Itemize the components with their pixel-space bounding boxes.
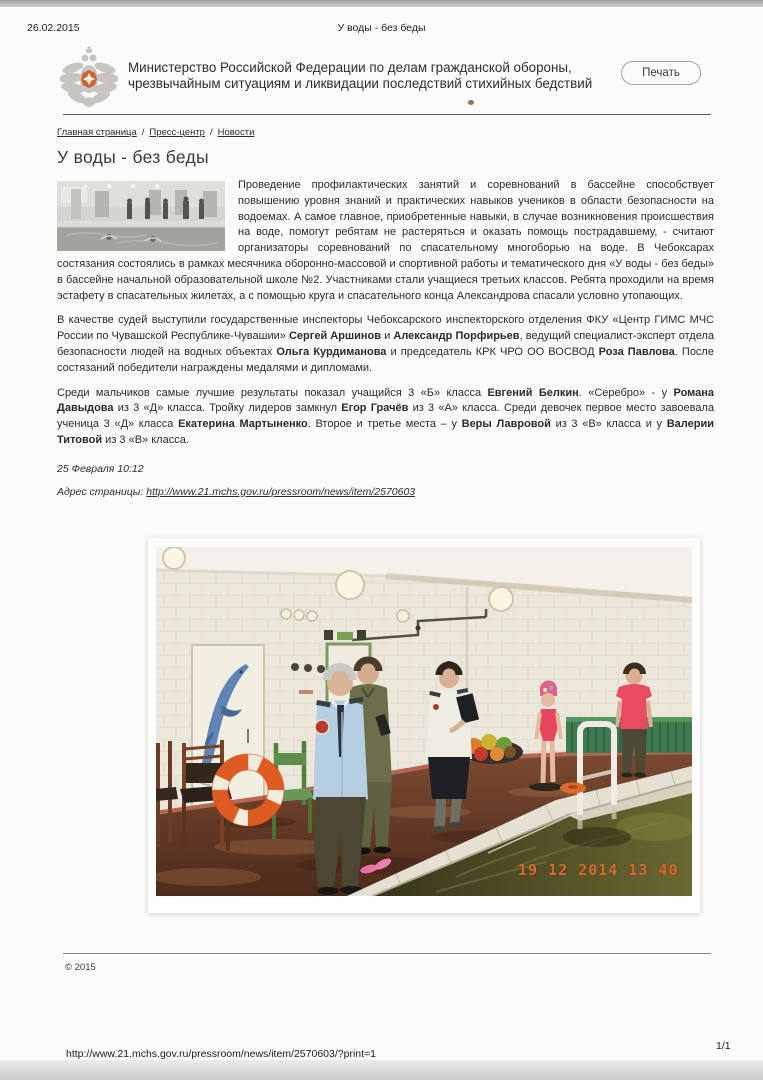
article-photo xyxy=(148,538,700,913)
print-header-date: 26.02.2015 xyxy=(27,22,80,34)
article-title: У воды - без беды xyxy=(57,147,209,167)
article-paragraph-2: В качестве судей выступили государственные инспекторы Чебоксарского инспекторского отделения ФКУ «Центр ГИМС МЧС России по Чувашской Республике-Чувашии» Сергей Аршинов и Александр Порфирьев, ведущий специалист-эксперт отдела безопасности людей на водных объектах Ольга Курдиманова и председатель КРК ЧРО ОО ВОСВОД Роза Павлова. После состязаний победители награждены медалями и дипломами. xyxy=(57,314,714,374)
pool-scene-illustration xyxy=(156,547,692,896)
article-paragraph-3: Среди мальчиков самые лучшие результаты показал учащийся 3 «Б» класса Евгений Белкин. «Серебро» - у Романа Давыдова из 3 «Д» класса. Тройку лидеров замкнул Егор Грачёв из 3 «А» класса. Среди девочек первое место завоевала ученица 3 «Д» класса Екатерина Мартыненко. Второе и третье места – у Веры Лавровой из 3 «В» класса и у Валерии Титовой из 3 «В» класса. xyxy=(57,386,715,446)
ministry-name: Министерство Российской Федерации по делам гражданской обороны, чрезвычайным ситуациям и ликвидации последствий стихийных бедствий xyxy=(128,60,593,91)
page-address-link[interactable]: http://www.21.mchs.gov.ru/pressroom/news/item/2570603 xyxy=(146,485,416,498)
breadcrumb-separator: / xyxy=(141,127,145,138)
article-content xyxy=(57,127,714,498)
print-footer-url: http://www.21.mchs.gov.ru/pressroom/news/item/2570603/?print=1 xyxy=(66,1048,377,1060)
scanner-edge-bottom xyxy=(0,1060,763,1080)
breadcrumb-home-link[interactable]: Главная страница xyxy=(57,127,137,138)
pool-thumbnail-illustration xyxy=(57,181,225,251)
page-address-line xyxy=(57,486,714,498)
scanner-edge-top xyxy=(0,0,763,7)
print-header-title: У воды - без беды xyxy=(337,22,426,34)
copyright: © 2015 xyxy=(65,962,96,973)
scan-speck xyxy=(468,100,474,105)
header-divider xyxy=(63,114,711,115)
article-thumbnail xyxy=(57,181,225,251)
breadcrumb-separator: / xyxy=(209,127,213,138)
page-address-label: Адрес страницы: xyxy=(57,485,144,498)
breadcrumb xyxy=(57,127,714,138)
footer-divider xyxy=(63,953,711,954)
photo-timestamp: 19 12 2014 13 40 xyxy=(518,861,679,879)
mchs-emblem-icon xyxy=(60,46,118,110)
print-footer-page-number: 1/1 xyxy=(716,1040,731,1052)
breadcrumb-news-link[interactable]: Новости xyxy=(217,127,255,138)
publish-date: 25 Февраля 10:12 xyxy=(57,462,144,475)
article-paragraph-1: Проведение профилактических занятий и соревнований в бассейне способствует повышению уровня знаний и практических навыков учеников в области безопасности на водоемах. А самое главное, приобретенные навыки, в случае возникновения происшествия на воде, помогут ребятам не растеряться и оказать помощь пострадавшему, - считают организаторы соревнований по спасательному многоборью на воде. В Чебоксарах состязания состоялись в рамках месячника оборонно-массовой и спортивной работы и тематического дня «У воды - без беды» в бассейне начальной образовательной школе №2. Участниками стали учащиеся третьих классов. Ребята проходили на время эстафету в спасательных жилетах, а с помощью круга и спасательного конца Александрова спасали условно утопающих. xyxy=(57,179,714,302)
breadcrumb-press-center-link[interactable]: Пресс-центр xyxy=(149,127,205,138)
print-button[interactable]: Печать xyxy=(621,61,701,85)
